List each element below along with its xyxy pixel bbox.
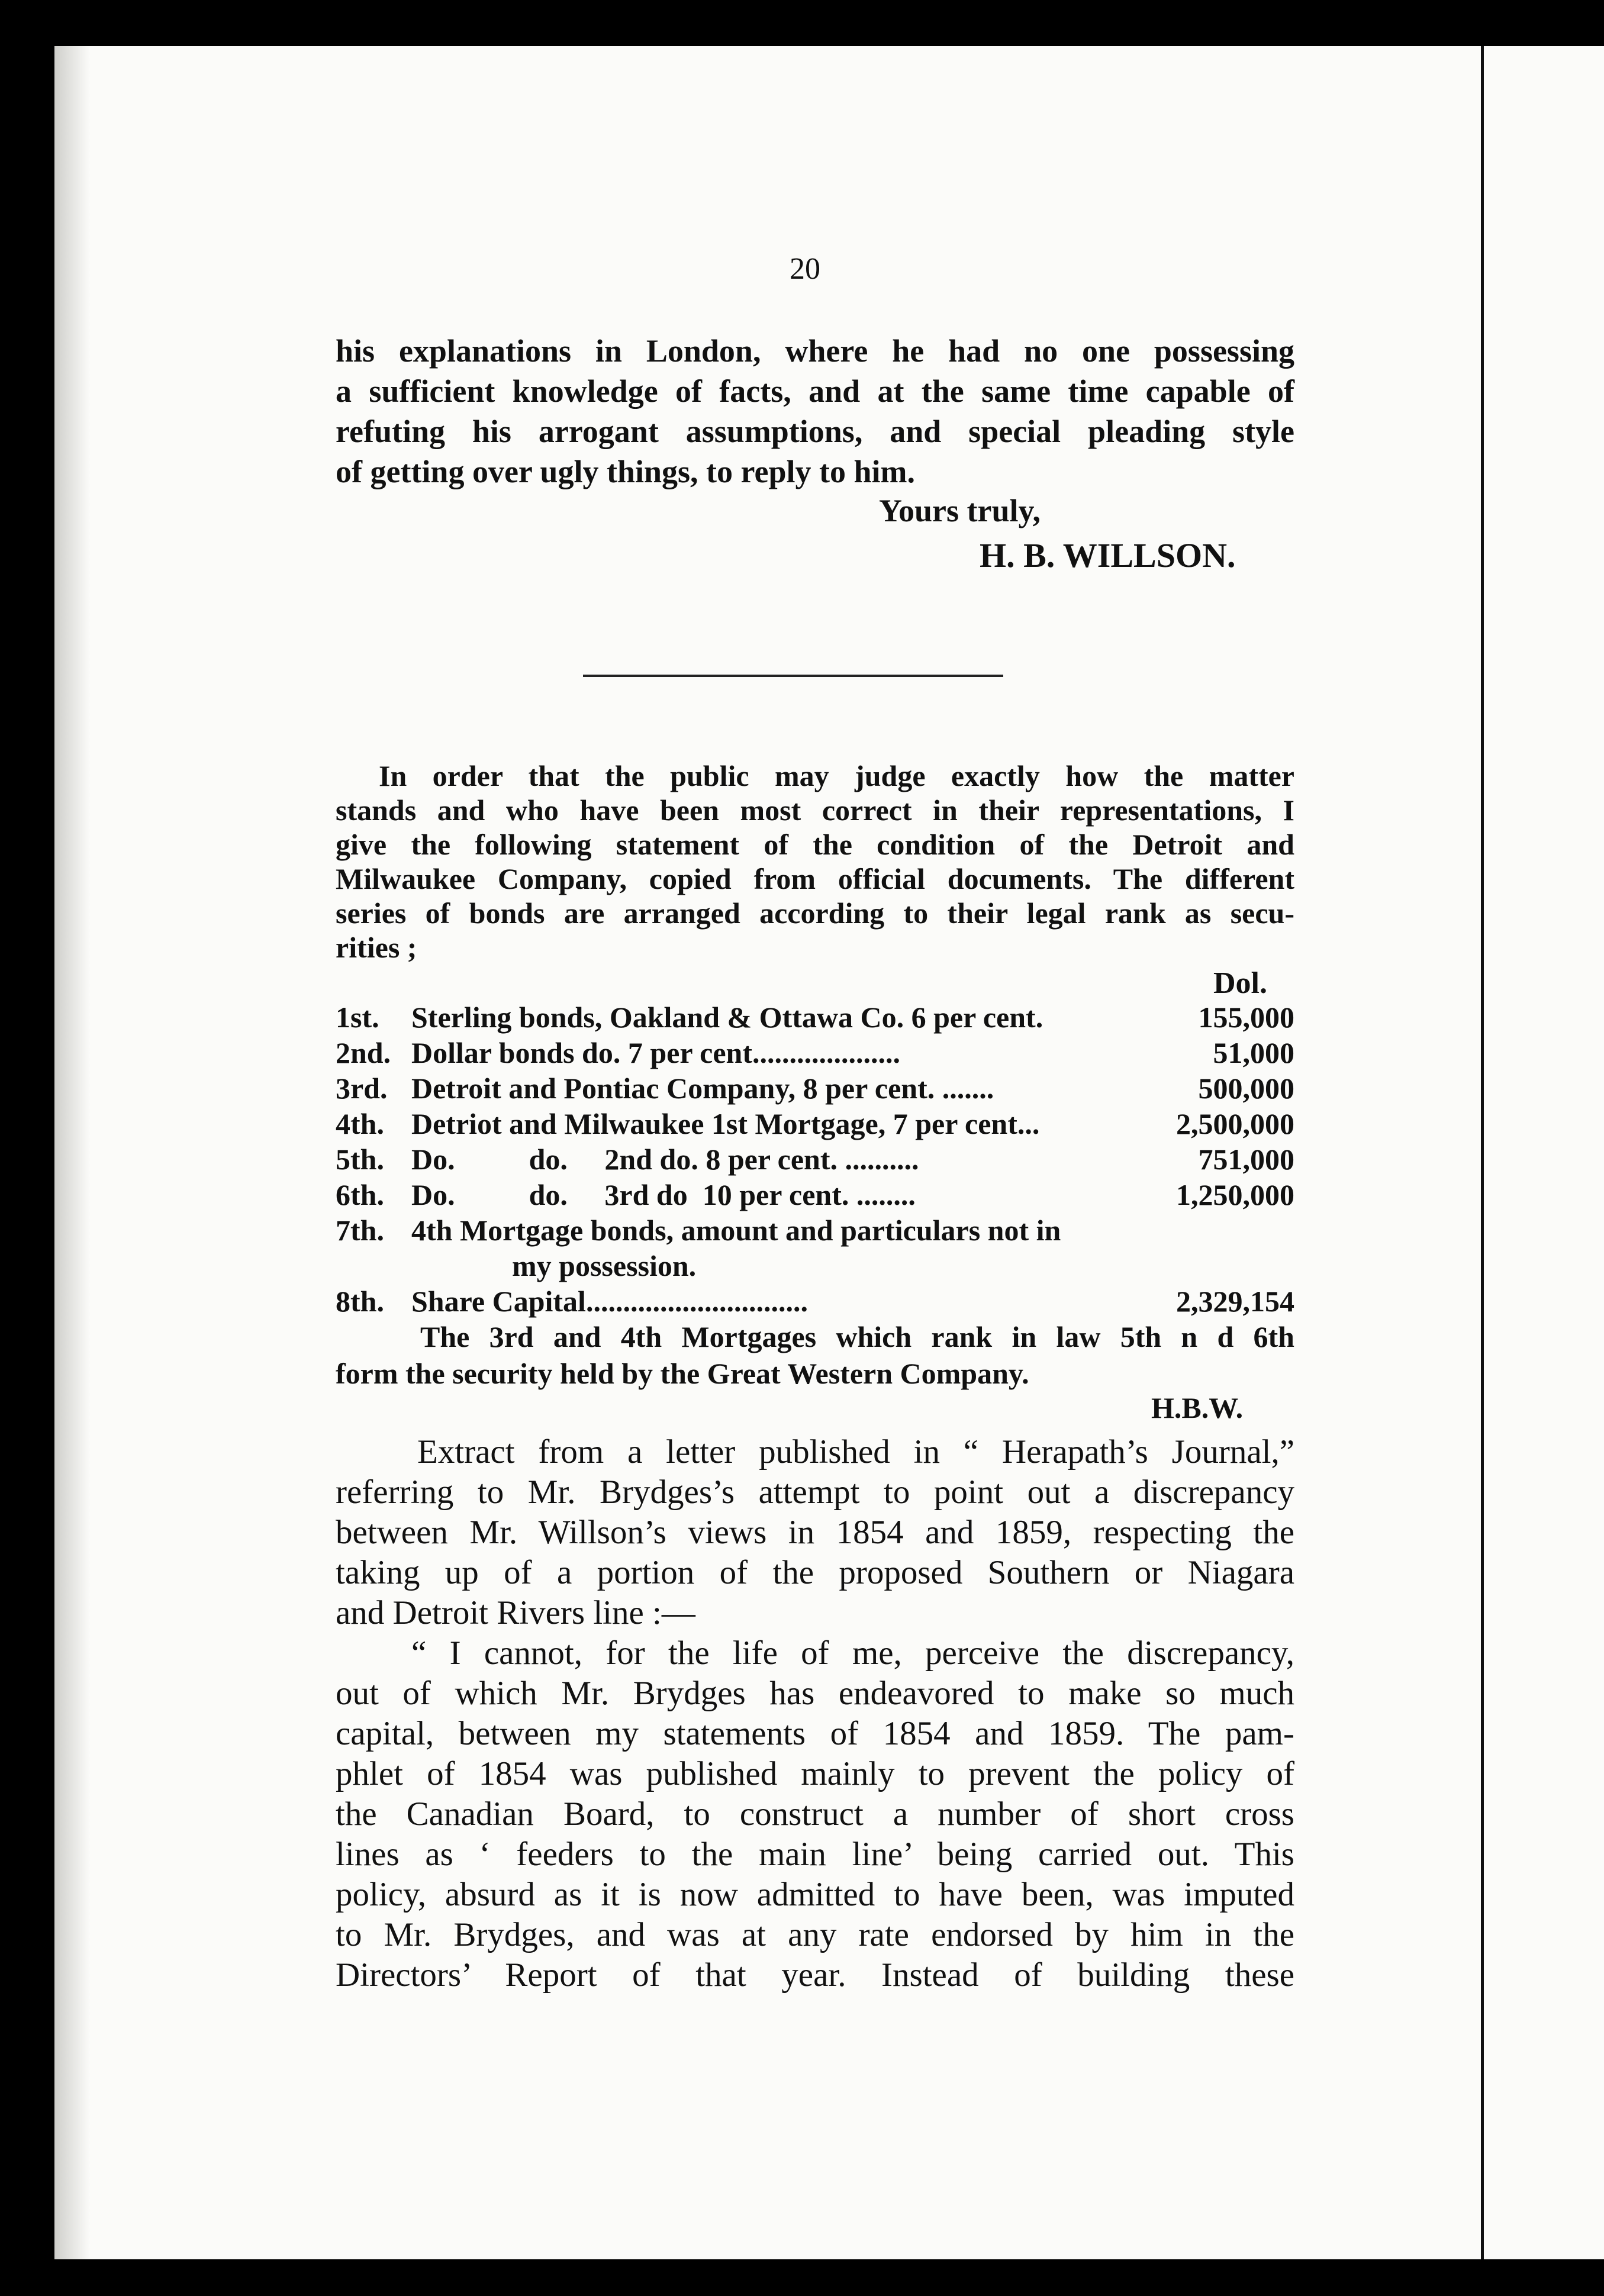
- text-line: his explanations in London, where he had no one possessing: [336, 333, 1294, 369]
- text-line: refuting his arrogant assumptions, and special pleading style: [336, 414, 1294, 449]
- text-line: between Mr. Willson’s views in 1854 and 1859, respecting the: [336, 1514, 1294, 1551]
- row-description: my possession.: [512, 1249, 697, 1282]
- text-line: to Mr. Brydges, and was at any rate endorsed by him in the: [336, 1916, 1294, 1953]
- row-description: Detroit and Pontiac Company, 8 per cent. .......: [411, 1072, 994, 1105]
- text-line: In order that the public may judge exactly how the matter: [379, 759, 1294, 792]
- text-line: form the security held by the Great Western Company.: [336, 1357, 1029, 1390]
- row-description: 4th Mortgage bonds, amount and particulars not in: [411, 1214, 1061, 1247]
- text-line: out of which Mr. Brydges has endeavored to make so much: [336, 1675, 1294, 1712]
- table-row: [336, 1000, 1294, 1038]
- text-line: of getting over ugly things, to reply to him.: [336, 454, 915, 489]
- text-line: The 3rd and 4th Mortgages which rank in law 5th n d 6th: [420, 1320, 1294, 1353]
- text-line: phlet of 1854 was published mainly to prevent the policy of: [336, 1755, 1294, 1792]
- table-row: [336, 1036, 1294, 1073]
- row-amount: 1,250,000: [1176, 1178, 1294, 1211]
- signature: H. B. WILLSON.: [980, 536, 1236, 575]
- row-description: Do. do. 2nd do. 8 per cent. ..........: [411, 1143, 919, 1176]
- text-line: the Canadian Board, to construct a number of short cross: [336, 1795, 1294, 1833]
- row-description: Detriot and Milwaukee 1st Mortgage, 7 per cent...: [411, 1107, 1040, 1140]
- row-rank: 7th.: [336, 1214, 384, 1247]
- row-description: Sterling bonds, Oakland & Ottawa Co. 6 per cent.: [411, 1001, 1043, 1034]
- text-line: taking up of a portion of the proposed Southern or Niagara: [336, 1554, 1294, 1591]
- text-line: capital, between my statements of 1854 and 1859. The pam-: [336, 1715, 1294, 1752]
- row-amount: 751,000: [1198, 1143, 1294, 1176]
- table-row: [336, 1071, 1294, 1109]
- text-line: series of bonds are arranged according to their legal rank as secu-: [336, 897, 1294, 930]
- table-row: [336, 1107, 1294, 1144]
- row-description: Do. do. 3rd do 10 per cent. ........: [411, 1178, 916, 1211]
- row-rank: 5th.: [336, 1143, 384, 1176]
- page-fold-line: [1481, 46, 1484, 2259]
- row-amount: 51,000: [1213, 1036, 1294, 1069]
- row-description: Share Capital..............................: [411, 1285, 808, 1318]
- text-line: stands and who have been most correct in their representations, I: [336, 794, 1294, 827]
- text-line: a sufficient knowledge of facts, and at the same time capable of: [336, 373, 1294, 409]
- table-row: [336, 1284, 1294, 1322]
- row-amount: 2,500,000: [1176, 1107, 1294, 1140]
- table-row: [336, 1178, 1294, 1215]
- text-line: Milwaukee Company, copied from official documents. The different: [336, 862, 1294, 895]
- text-line: and Detroit Rivers line :—: [336, 1594, 695, 1631]
- text-line: “ I cannot, for the life of me, perceive the discrepancy,: [411, 1634, 1294, 1672]
- text-line: referring to Mr. Brydges’s attempt to point out a discrepancy: [336, 1473, 1294, 1511]
- row-amount: 500,000: [1198, 1072, 1294, 1105]
- text-line: policy, absurd as it is now admitted to have been, was imputed: [336, 1876, 1294, 1913]
- row-rank: 6th.: [336, 1178, 384, 1211]
- text-line: give the following statement of the condition of the Detroit and: [336, 828, 1294, 861]
- row-rank: 8th.: [336, 1285, 384, 1318]
- table-row: [336, 1249, 1294, 1286]
- page-number: 20: [790, 252, 820, 286]
- text-line: Directors’ Report of that year. Instead of building these: [336, 1956, 1294, 1994]
- text-line: Extract from a letter published in “ Herapath’s Journal,”: [417, 1433, 1294, 1471]
- section-divider: [583, 675, 1003, 677]
- closing: Yours truly,: [879, 493, 1041, 528]
- table-currency-header: Dol.: [1213, 966, 1267, 1000]
- row-rank: 3rd.: [336, 1072, 388, 1105]
- initials: H.B.W.: [1151, 1391, 1244, 1424]
- page-edge-shadow: [54, 46, 90, 2259]
- row-amount: 2,329,154: [1176, 1285, 1294, 1318]
- row-rank: 1st.: [336, 1001, 379, 1034]
- table-row: [336, 1142, 1294, 1180]
- row-rank: 4th.: [336, 1107, 384, 1140]
- text-line: lines as ‘ feeders to the main line’ being carried out. This: [336, 1836, 1294, 1873]
- row-description: Dollar bonds do. 7 per cent....................: [411, 1036, 901, 1069]
- text-line: rities ;: [336, 931, 417, 964]
- row-amount: 155,000: [1198, 1001, 1294, 1034]
- table-row: [336, 1213, 1294, 1251]
- row-rank: 2nd.: [336, 1036, 391, 1069]
